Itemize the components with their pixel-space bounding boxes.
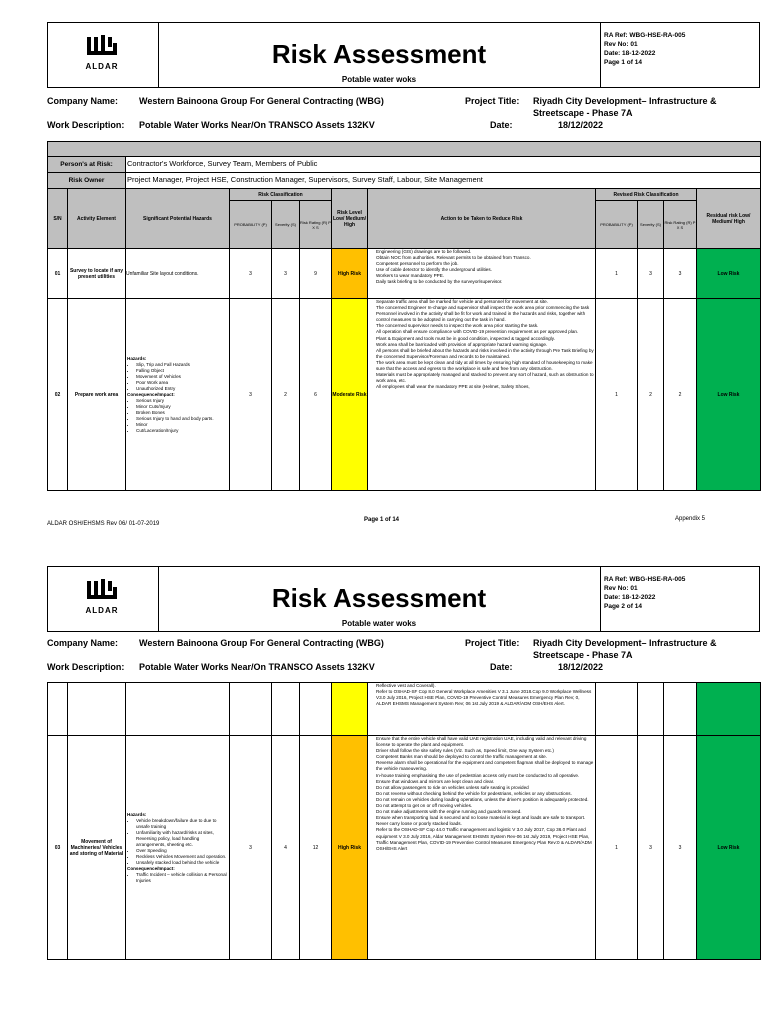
row3-rs: 3 xyxy=(638,736,664,959)
reference-block-2 xyxy=(604,575,754,611)
row1-rr: 3 xyxy=(664,249,697,299)
row3-r: 12 xyxy=(300,736,332,959)
project-value-2: Streetscape - Phase 7A xyxy=(533,108,633,118)
work-label-2: Work Description: xyxy=(47,662,125,672)
row2-rs: 2 xyxy=(638,299,664,490)
page-of-2: Page 2 of 14 xyxy=(604,603,642,610)
footer-left: ALDAR OSH/EHSMS Rev 06/ 01-07-2019 xyxy=(47,521,160,527)
action-item: • Workers to wear mandatory PPE. xyxy=(376,273,595,279)
cont-rr xyxy=(664,683,697,736)
date-value: 18/12/2022 xyxy=(558,120,604,130)
cont-p xyxy=(230,683,272,736)
row1-activity: Survey to locate if any present utilities xyxy=(68,249,126,299)
consequence-item: • Minor Cuts/Injury xyxy=(136,404,214,410)
rev-no-2: Rev No: 01 xyxy=(604,585,638,592)
hdr-hazards: Significant Potential Hazards xyxy=(126,189,230,249)
row3-sn: 03 xyxy=(48,736,68,959)
action-item: • Work area shall be barricaded with provision of appropriate hazard warning signage. xyxy=(376,342,595,348)
rev-no: Rev No: 01 xyxy=(604,41,638,48)
date-value-2: 18/12/2022 xyxy=(558,662,604,672)
row3-consequence-title: Consequence/Impact: xyxy=(127,865,175,871)
cont-sn xyxy=(48,683,68,736)
action-item: • Never carry loose or poorly stacked loads. xyxy=(376,821,595,827)
row2-s: 2 xyxy=(272,299,300,490)
action-item: • Reverse alarm shall be operational for the equipment and competent flagman shall be deployed to manage the vehicle maneuvering. xyxy=(376,760,595,772)
row1-s: 3 xyxy=(272,249,300,299)
row1-rp: 1 xyxy=(596,249,638,299)
action-item: • All persons shall be briefed about the hazards and risks involved in the activity through Pre Task Briefing by the concerned Supervisor/Foreman and records to be maintained. xyxy=(376,348,595,360)
row2-actions xyxy=(368,299,596,490)
row2-hazards xyxy=(126,299,230,490)
aldar-logo-2 xyxy=(78,579,126,621)
cont-activity xyxy=(68,683,126,736)
logo-cell xyxy=(48,23,159,87)
hdr-risk-classification: Risk Classification xyxy=(230,189,332,201)
action-item: • Competent Banks man should be deployed to control the traffic management at site. xyxy=(376,754,595,760)
row3-rr: 3 xyxy=(664,736,697,959)
action-item: • Reflective vest and Coverall). xyxy=(376,683,595,689)
row2-rr: 2 xyxy=(664,299,697,490)
hazard-item: • Unsafely stacked load behind the vehicle xyxy=(136,860,228,866)
hazard-item: • Reckless Vehicles Movement and operation. xyxy=(136,854,228,860)
action-item: • The concerned supervisor needs to inspect the work area prior starting the task. xyxy=(376,323,595,329)
action-item: • Refer to the OSHAD-SF Cop 44.0 Traffic management and logistic V 3.0 July 2017, Cop 36.0 Plant and equipment V 3.0 July 2016, Aldar Management EHSMS System Rev-06 1st July 2019, Project HSE Plan, Traffic Management Plan, COVID-19 Preventive Control Measures Emergency Plan Rev:0 & ALDAR/ADM OSH/EHS Alert xyxy=(376,827,595,851)
title-cell xyxy=(158,23,601,87)
row1-actions xyxy=(368,249,596,299)
date-label-2: Date: xyxy=(490,662,513,672)
hdr-revised-severity: Severity (S) xyxy=(638,201,664,249)
row3-hazard-title: Hazards: xyxy=(127,811,147,817)
footer-page: Page 1 of 14 xyxy=(364,517,400,523)
consequence-item: • Cut/Laceration/Injury xyxy=(136,428,214,434)
logo-text: ALDAR xyxy=(85,62,119,71)
project-label-2: Project Title: xyxy=(465,638,520,648)
action-item: • The work area must be kept clean and tidy at all times by ensuring high standard of housekeeping to make sure that the access and egress to the workplace is safe and free from any obstruction. xyxy=(376,360,595,372)
date-label: Date: xyxy=(490,120,513,130)
row3-residual: Low Risk xyxy=(697,736,760,959)
cont-s xyxy=(272,683,300,736)
hazard-item: • Unauthorized Entry xyxy=(136,386,214,392)
hdr-risk-level: Risk Level Low/ Medium/ High xyxy=(332,189,368,249)
page-title-2: Risk Assessment xyxy=(271,583,487,613)
hdr-activity: Activity Element xyxy=(68,189,126,249)
action-item: • Driver shall follow the site safety rules (Viz. Such as, Speed limit, One way System etc.) xyxy=(376,748,595,754)
cont-hazards xyxy=(126,683,230,736)
action-item: • Do not allow passengers to ride on vehicles unless safe seating is provided xyxy=(376,785,595,791)
action-item: • Do not reverse without checking behind the vehicle for pedestrians, vehicles or any obstructions. xyxy=(376,791,595,797)
action-item: • The concerned Engineer In-charge and supervisor shall inspect the work area prior commencing the task xyxy=(376,305,595,311)
hdr-severity: Severity (S) xyxy=(272,201,300,249)
risk-table-p1 xyxy=(47,141,761,491)
action-item: • In-house training emphasising the use of pedestrian access only must be conducted to all operative. xyxy=(376,773,595,779)
consequence-item: • Serious Injury xyxy=(136,398,214,404)
header-box-2 xyxy=(47,566,760,632)
reference-block xyxy=(604,31,754,67)
hdr-revised-rating: Risk Rating (R) P X S xyxy=(664,201,697,249)
action-item: • Daily task briefing to be conducted by the surveyor/supervisor. xyxy=(376,279,595,285)
company-label: Company Name: xyxy=(47,96,119,106)
owner-value: Project Manager, Project HSE, Construction Manager, Supervisors, Survey Staff, Labour, Site Management xyxy=(126,173,760,189)
hazard-item: • Falling Object xyxy=(136,368,214,374)
action-item: • All employees shall wear the mandatory PPE at site (Helmet, Safety Shoes, xyxy=(376,384,595,390)
hazard-item: • Unfamiliarity with hazard/risks at sites, Reversing policy, load handling arrangements, sheeting etc. xyxy=(136,830,228,848)
aldar-logo-icon xyxy=(84,35,120,61)
footer-right: Appendix 5 xyxy=(675,516,706,522)
company-label-2: Company Name: xyxy=(47,638,119,648)
row2-p: 3 xyxy=(230,299,272,490)
project-label: Project Title: xyxy=(465,96,520,106)
action-item: • Personnel involved in the activity shall be fit for work and trained in the hazards and risks, together with control measures to be adopted in carrying out the task in hand. xyxy=(376,311,595,323)
cont-actions xyxy=(368,683,596,736)
header-box xyxy=(47,22,760,88)
row3-actions xyxy=(368,736,596,959)
row3-rp: 1 xyxy=(596,736,638,959)
project-value-1-2: Riyadh City Development– Infrastructure & xyxy=(533,638,717,648)
row2-sn: 02 xyxy=(48,299,68,490)
logo-text-2: ALDAR xyxy=(85,606,119,615)
action-item: • Do not remain on vehicles during loading operations, unless the driver's position is adequately protected. xyxy=(376,797,595,803)
row3-p: 3 xyxy=(230,736,272,959)
action-item: • Plant & Equipment and tools must be in good condition, inspected & tagged accordingly. xyxy=(376,336,595,342)
hazard-item: • Poor Work area xyxy=(136,380,214,386)
table-top-band xyxy=(48,142,760,157)
hdr-probability: PROBABILITY (P) xyxy=(230,201,272,249)
row1-hazard: Unfamiliar Site layout conditions. xyxy=(126,249,230,299)
action-item: • Ensure when transporting load is secured and no loose material is kept and loads are safe to transport. xyxy=(376,815,595,821)
row2-residual: Low Risk xyxy=(697,299,760,490)
action-item: • Materials must be appropriately managed and stacked to prevent any sort of hazard, such as obstruction to work area, etc. xyxy=(376,372,595,384)
cont-rp xyxy=(596,683,638,736)
work-label: Work Description: xyxy=(47,120,125,130)
company-value-2: Western Bainoona Group For General Contracting (WBG) xyxy=(139,638,384,648)
row1-residual: Low Risk xyxy=(697,249,760,299)
row1-rs: 3 xyxy=(638,249,664,299)
hazard-item: • Slip, Trip and Fall Hazards xyxy=(136,362,214,368)
project-value-1: Riyadh City Development– Infrastructure & xyxy=(533,96,717,106)
row2-rp: 1 xyxy=(596,299,638,490)
action-item: • Obtain NOC from authorities. Relevant permits to be obtained from Transco. xyxy=(376,255,595,261)
cont-r xyxy=(300,683,332,736)
ra-ref-2: RA Ref: WBG-HSE-RA-005 xyxy=(604,576,686,583)
cont-risk-level xyxy=(332,683,368,736)
hdr-rating: Risk Rating (R) P X S xyxy=(300,201,332,249)
persons-label: Person's at Risk: xyxy=(48,157,126,173)
row2-consequence-title: Consequence/Impact: xyxy=(127,391,175,397)
row1-p: 3 xyxy=(230,249,272,299)
ref-date-2: Date: 18-12-2022 xyxy=(604,594,656,601)
row3-risk-level: High Risk xyxy=(332,736,368,959)
owner-label: Risk Owner xyxy=(48,173,126,189)
action-item: • Ensure that windows and mirrors are kept clean and clear. xyxy=(376,779,595,785)
title-cell-2 xyxy=(158,567,601,631)
action-item: • Use of cable detector to identify the underground utilities. xyxy=(376,267,595,273)
row3-activity: Movement of Machineries/ Vehicles and storing of Material xyxy=(68,736,126,959)
row3-hazards xyxy=(126,736,230,959)
action-item: • Do not make adjustments with the engine running and guards removed. xyxy=(376,809,595,815)
row2-r: 6 xyxy=(300,299,332,490)
ref-date: Date: 18-12-2022 xyxy=(604,50,656,57)
work-value: Potable Water Works Near/On TRANSCO Assets 132KV xyxy=(139,120,375,130)
action-item: • Engineering (GIS) drawings are to be followed. xyxy=(376,249,595,255)
work-value-2: Potable Water Works Near/On TRANSCO Assets 132KV xyxy=(139,662,375,672)
project-value-2-2: Streetscape - Phase 7A xyxy=(533,650,633,660)
page-of: Page 1 of 14 xyxy=(604,59,642,66)
persons-value: Contractor's Workforce, Survey Team, Members of Public xyxy=(126,157,760,173)
cont-residual xyxy=(697,683,760,736)
consequence-item: • Traffic Incident – vehicle collision & Personal Injuries xyxy=(136,872,228,884)
consequence-item: • Minor xyxy=(136,422,214,428)
consequence-item: • Broken Bones xyxy=(136,410,214,416)
hdr-revised: Revised Risk Classification xyxy=(596,189,697,201)
page-title: Risk Assessment xyxy=(271,39,487,69)
action-item: • All operation shall ensure compliance with COVID-19 prevention requirement as per approved plan. xyxy=(376,329,595,335)
page-subtitle-2: Potable water woks xyxy=(341,619,417,628)
hdr-revised-probability: PROBABILITY (P) xyxy=(596,201,638,249)
cont-rs xyxy=(638,683,664,736)
logo-cell-2 xyxy=(48,567,159,631)
action-item: • Ensure that the entire vehicle shall have valid UAE registration UAE, including valid and relevant driving license to operate the plant and equipment. xyxy=(376,736,595,748)
row1-r: 9 xyxy=(300,249,332,299)
action-item: • Do not attempt to get on or off moving vehicles. xyxy=(376,803,595,809)
risk-table-p2 xyxy=(47,682,761,960)
ra-ref: RA Ref: WBG-HSE-RA-005 xyxy=(604,32,686,39)
action-item: • Separate traffic area shall be marked for vehicle and personnel for movement at site. xyxy=(376,299,595,305)
row1-sn: 01 xyxy=(48,249,68,299)
row1-risk-level: High Risk xyxy=(332,249,368,299)
page-subtitle: Potable water woks xyxy=(341,75,417,84)
row2-activity: Prepare work area xyxy=(68,299,126,490)
hdr-action: Action to be Taken to Reduce Risk xyxy=(368,189,596,249)
hdr-sn: S/N xyxy=(48,189,68,249)
company-value: Western Bainoona Group For General Contracting (WBG) xyxy=(139,96,384,106)
hdr-residual: Residual risk Low/ Medium/ High xyxy=(697,189,760,249)
row2-hazard-title: Hazards: xyxy=(127,355,147,361)
row2-risk-level: Moderate Risk xyxy=(332,299,368,490)
consequence-item: • Serious Injury to hand and body parts. xyxy=(136,416,214,422)
aldar-logo xyxy=(78,35,126,77)
row3-s: 4 xyxy=(272,736,300,959)
hazard-item: • Over Speeding xyxy=(136,848,228,854)
action-item: • Refer to OSHAD-SF Cop 8.0 General Workplace Amenities V 3.1 June 2018.Cop 9.0 Workplace Wellness V3.0 July 2016, Project HSE Plan, COVID-19 Preventive Control Measures Emergency Plan Rev; 0, ALDAR EHSMS Management System Rev; 06 1st July 2019 & ALDAR/ADM OSH/EHS Alert. xyxy=(376,689,595,707)
aldar-logo-icon xyxy=(84,579,120,605)
hazard-item: • Movement of Vehicles xyxy=(136,374,214,380)
hazard-item: • Vehicle breakdown/failure due to due to unsafe training xyxy=(136,818,228,830)
action-item: • Competent personnel to perform the job. xyxy=(376,261,595,267)
